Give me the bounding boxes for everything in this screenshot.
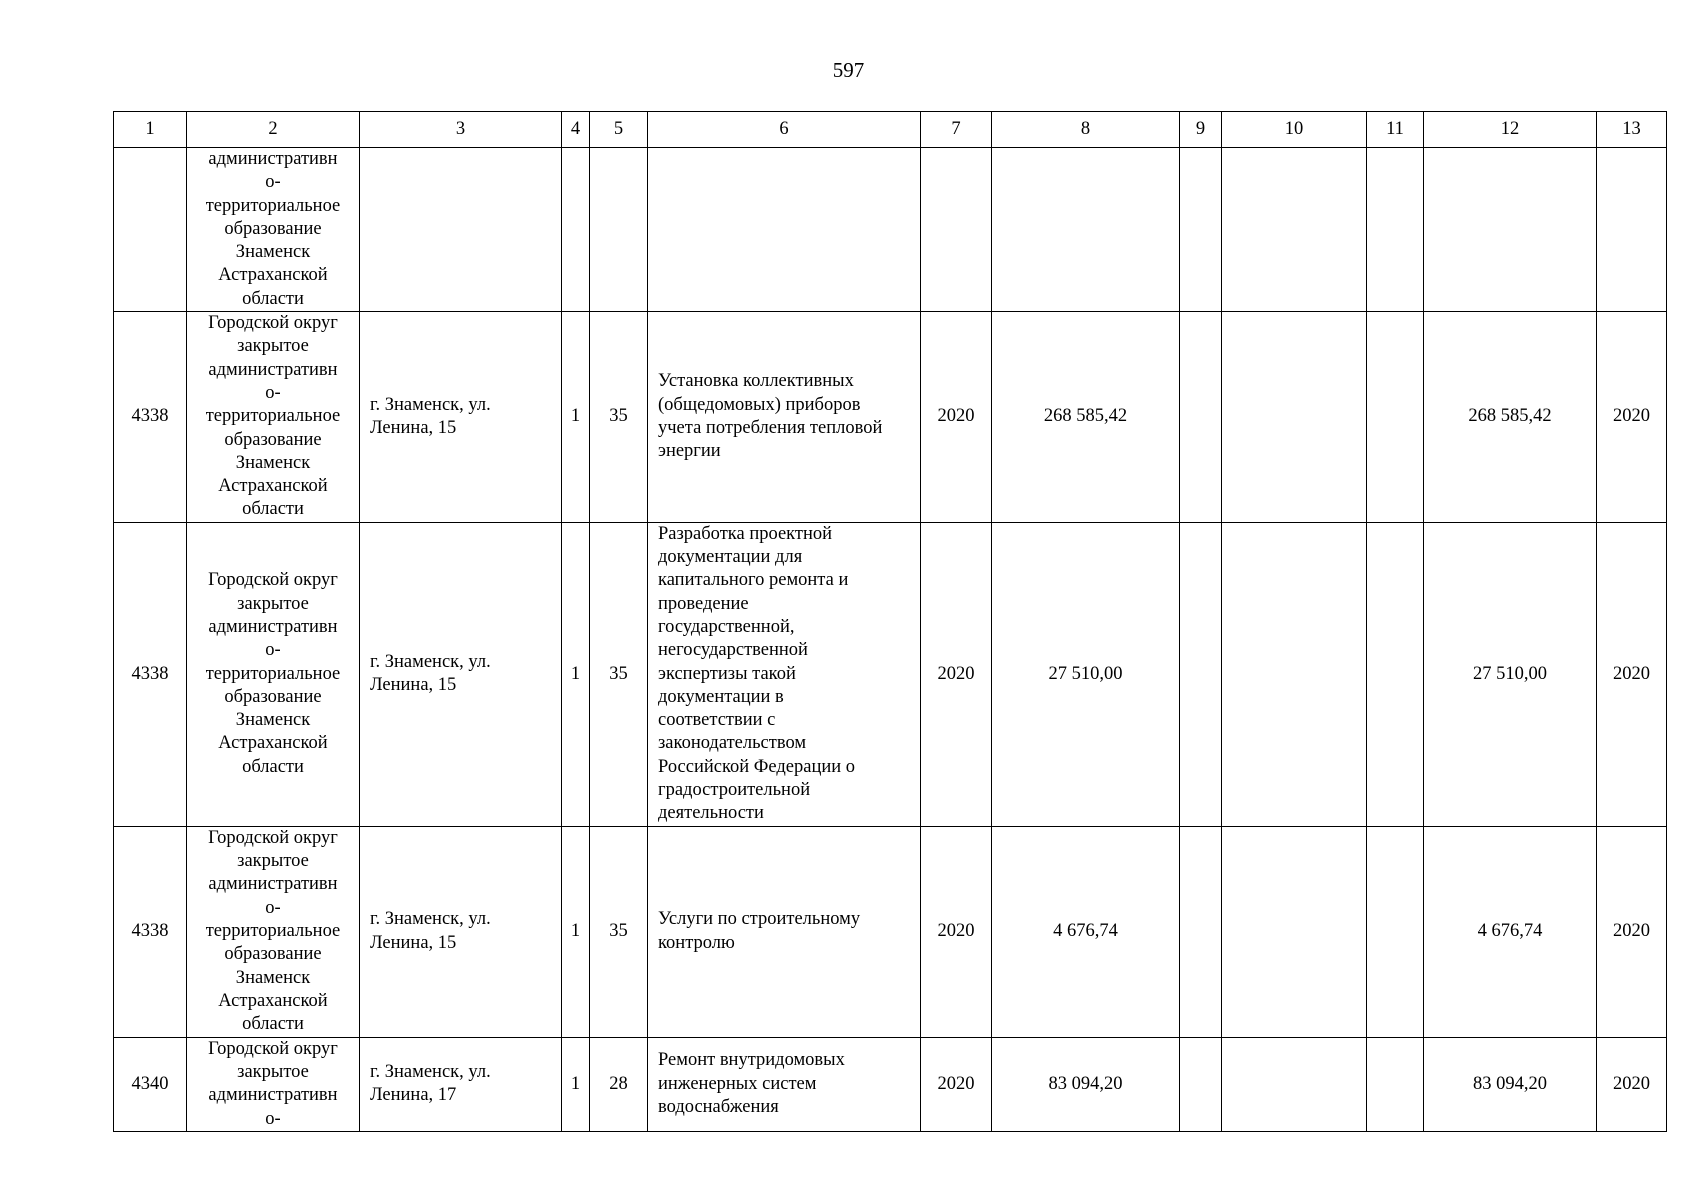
cell-work-type: Разработка проектной документации для капитального ремонта и проведение государственной, негосударственной экспертизы такой документации в соответствии с законодательством Российской Федерации о градостроительной деятельности [648, 522, 921, 826]
cell-address [360, 148, 562, 312]
cell-col13 [1597, 148, 1667, 312]
column-header: 10 [1222, 112, 1367, 148]
cell-work-type: Ремонт внутридомовых инженерных систем водоснабжения [648, 1037, 921, 1131]
cell-col4: 1 [562, 826, 590, 1037]
cell-col13: 2020 [1597, 1037, 1667, 1131]
cell-col9 [1180, 826, 1222, 1037]
cell-municipality: Городской округ закрытое административн о- территориальное образование Знаменск Астраханской области [187, 522, 360, 826]
cell-municipality: административн о- территориальное образование Знаменск Астраханской области [187, 148, 360, 312]
cell-col4: 1 [562, 1037, 590, 1131]
column-header: 11 [1367, 112, 1424, 148]
cell-col5: 28 [590, 1037, 648, 1131]
cell-col10 [1222, 826, 1367, 1037]
cell-work-type: Услуги по строительному контролю [648, 826, 921, 1037]
cell-col4: 1 [562, 522, 590, 826]
cell-year: 2020 [921, 522, 992, 826]
table-row [114, 312, 1667, 523]
cell-col10 [1222, 1037, 1367, 1131]
cell-cost: 27 510,00 [992, 522, 1180, 826]
cell-col12 [1424, 148, 1597, 312]
cell-col9 [1180, 148, 1222, 312]
cell-cost: 4 676,74 [992, 826, 1180, 1037]
cell-work-type [648, 148, 921, 312]
table-row [114, 148, 1667, 312]
cell-work-type: Установка коллективных (общедомовых) приборов учета потребления тепловой энергии [648, 312, 921, 523]
cell-number: 4338 [114, 826, 187, 1037]
cell-col5: 35 [590, 312, 648, 523]
cell-col4 [562, 148, 590, 312]
column-header: 9 [1180, 112, 1222, 148]
cell-col4: 1 [562, 312, 590, 523]
column-header: 6 [648, 112, 921, 148]
cell-col5: 35 [590, 522, 648, 826]
cell-col13: 2020 [1597, 522, 1667, 826]
cell-number: 4340 [114, 1037, 187, 1131]
cell-col12: 27 510,00 [1424, 522, 1597, 826]
register-table [113, 111, 1667, 1132]
cell-address: г. Знаменск, ул. Ленина, 15 [360, 312, 562, 523]
cell-col10 [1222, 312, 1367, 523]
cell-year: 2020 [921, 1037, 992, 1131]
column-header: 13 [1597, 112, 1667, 148]
cell-col12: 83 094,20 [1424, 1037, 1597, 1131]
cell-col9 [1180, 522, 1222, 826]
column-header: 8 [992, 112, 1180, 148]
cell-col9 [1180, 312, 1222, 523]
cell-col12: 268 585,42 [1424, 312, 1597, 523]
cell-col11 [1367, 312, 1424, 523]
cell-col10 [1222, 522, 1367, 826]
cell-municipality: Городской округ закрытое административн о- территориальное образование Знаменск Астраханской области [187, 826, 360, 1037]
header-row [114, 112, 1667, 148]
table-row [114, 826, 1667, 1037]
cell-address: г. Знаменск, ул. Ленина, 17 [360, 1037, 562, 1131]
cell-cost: 268 585,42 [992, 312, 1180, 523]
cell-municipality: Городской округ закрытое административн о- [187, 1037, 360, 1131]
cell-address: г. Знаменск, ул. Ленина, 15 [360, 522, 562, 826]
column-header: 2 [187, 112, 360, 148]
cell-col11 [1367, 148, 1424, 312]
cell-municipality: Городской округ закрытое административн о- территориальное образование Знаменск Астраханской области [187, 312, 360, 523]
column-header: 4 [562, 112, 590, 148]
cell-year [921, 148, 992, 312]
cell-number [114, 148, 187, 312]
column-header: 3 [360, 112, 562, 148]
cell-col13: 2020 [1597, 826, 1667, 1037]
cell-col11 [1367, 522, 1424, 826]
table-row [114, 1037, 1667, 1131]
cell-col10 [1222, 148, 1367, 312]
column-header: 1 [114, 112, 187, 148]
column-header: 7 [921, 112, 992, 148]
column-header: 5 [590, 112, 648, 148]
cell-col11 [1367, 826, 1424, 1037]
cell-cost [992, 148, 1180, 312]
cell-number: 4338 [114, 312, 187, 523]
cell-col12: 4 676,74 [1424, 826, 1597, 1037]
cell-col9 [1180, 1037, 1222, 1131]
cell-col11 [1367, 1037, 1424, 1131]
cell-col5 [590, 148, 648, 312]
cell-year: 2020 [921, 826, 992, 1037]
cell-year: 2020 [921, 312, 992, 523]
cell-number: 4338 [114, 522, 187, 826]
cell-cost: 83 094,20 [992, 1037, 1180, 1131]
cell-address: г. Знаменск, ул. Ленина, 15 [360, 826, 562, 1037]
cell-col13: 2020 [1597, 312, 1667, 523]
table-row [114, 522, 1667, 826]
cell-col5: 35 [590, 826, 648, 1037]
page-number: 597 [832, 58, 865, 82]
column-header: 12 [1424, 112, 1597, 148]
